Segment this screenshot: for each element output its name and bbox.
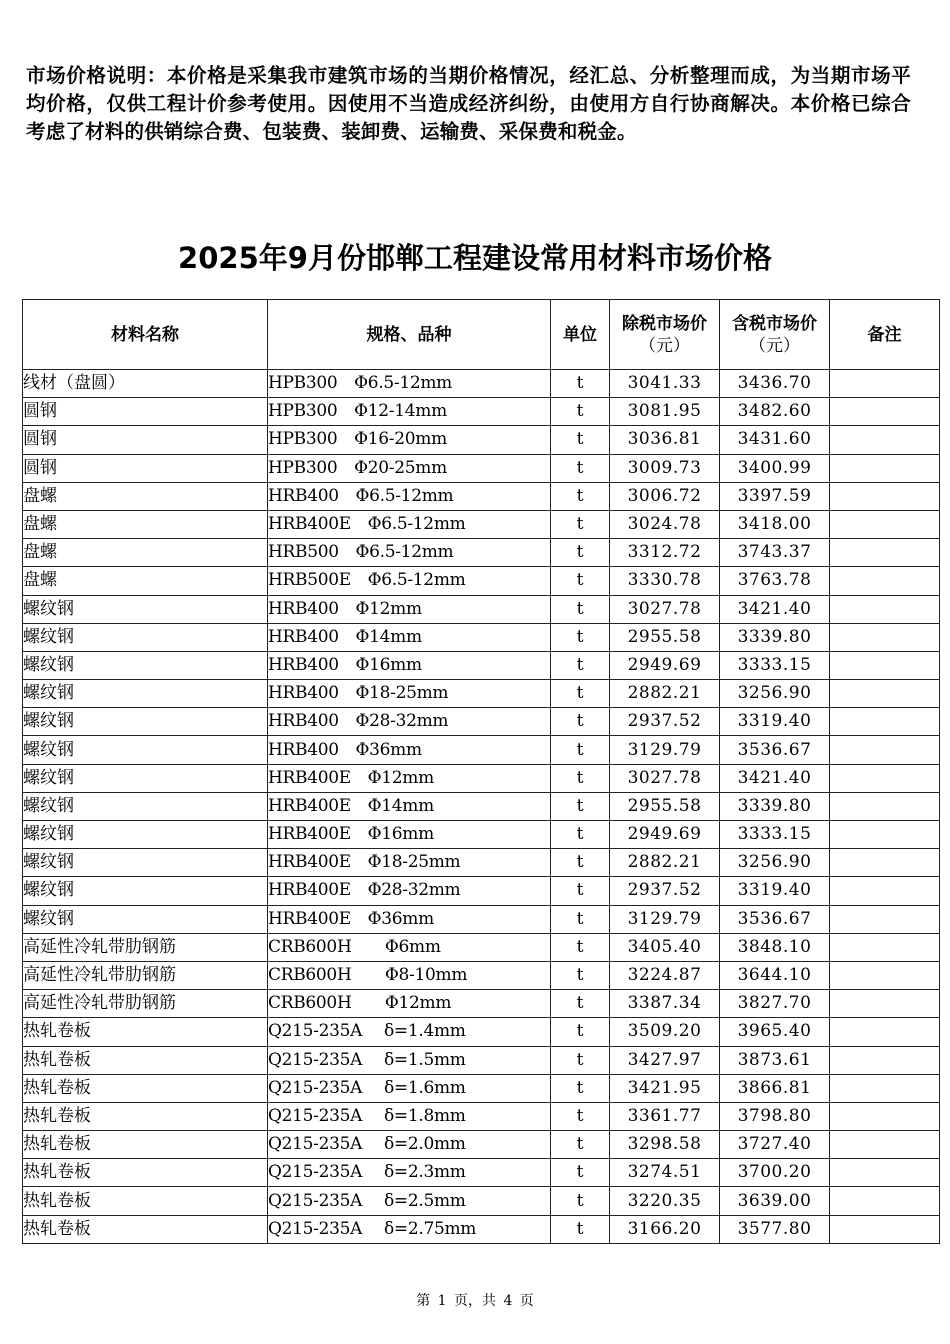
price-ex-tax-cell: 2882.21 xyxy=(610,680,720,708)
unit-cell: t xyxy=(551,792,610,820)
price-notice: 市场价格说明：本价格是采集我市建筑市场的当期价格情况，经汇总、分析整理而成，为当期市场平均价格，仅供工程计价参考使用。因使用不当造成经济纠纷，由使用方自行协商解决。本价格已综合考虑了材料的供销综合费、包装费、装卸费、运输费、采保费和税金。 xyxy=(26,64,911,143)
price-ex-tax-cell: 3312.72 xyxy=(610,539,720,567)
unit-cell: t xyxy=(551,1187,610,1215)
price-ex-tax-cell: 3220.35 xyxy=(610,1187,720,1215)
price-inc-tax-cell: 3421.40 xyxy=(720,764,830,792)
material-name-cell: 热轧卷板 xyxy=(23,1159,268,1187)
material-name-cell: 热轧卷板 xyxy=(23,1018,268,1046)
price-ex-tax-cell: 2949.69 xyxy=(610,651,720,679)
material-name-cell: 螺纹钢 xyxy=(23,708,268,736)
price-inc-tax-cell: 3397.59 xyxy=(720,482,830,510)
spec-cell: HRB400 Φ36mm xyxy=(268,736,551,764)
remark-cell xyxy=(830,482,940,510)
table-row xyxy=(23,933,940,961)
price-ex-tax-cell: 3421.95 xyxy=(610,1074,720,1102)
material-name-cell: 热轧卷板 xyxy=(23,1187,268,1215)
table-body xyxy=(23,370,940,1244)
remark-cell xyxy=(830,1187,940,1215)
material-name-cell: 圆钢 xyxy=(23,426,268,454)
table-row xyxy=(23,567,940,595)
price-ex-tax-cell: 3166.20 xyxy=(610,1215,720,1243)
table-row xyxy=(23,736,940,764)
price-ex-tax-cell: 3006.72 xyxy=(610,482,720,510)
spec-cell: HRB400E Φ14mm xyxy=(268,792,551,820)
price-ex-tax-cell: 3298.58 xyxy=(610,1131,720,1159)
remark-cell xyxy=(830,1046,940,1074)
spec-cell: HRB400E Φ6.5-12mm xyxy=(268,510,551,538)
unit-cell: t xyxy=(551,821,610,849)
remark-cell xyxy=(830,1215,940,1243)
spec-cell: Q215-235A δ=1.4mm xyxy=(268,1018,551,1046)
remark-cell xyxy=(830,708,940,736)
table-row xyxy=(23,990,940,1018)
spec-cell: CRB600H Φ6mm xyxy=(268,933,551,961)
table-row xyxy=(23,539,940,567)
price-inc-tax-cell: 3536.67 xyxy=(720,905,830,933)
price-inc-tax-cell: 3644.10 xyxy=(720,961,830,989)
unit-cell: t xyxy=(551,708,610,736)
price-ex-tax-cell: 2955.58 xyxy=(610,792,720,820)
material-name-cell: 螺纹钢 xyxy=(23,736,268,764)
price-inc-tax-cell: 3256.90 xyxy=(720,849,830,877)
price-table xyxy=(22,299,940,1244)
table-row xyxy=(23,398,940,426)
table-row xyxy=(23,1018,940,1046)
remark-cell xyxy=(830,398,940,426)
unit-cell: t xyxy=(551,454,610,482)
table-row xyxy=(23,792,940,820)
spec-cell: HRB400E Φ16mm xyxy=(268,821,551,849)
unit-cell: t xyxy=(551,370,610,398)
price-ex-tax-cell: 3027.78 xyxy=(610,764,720,792)
price-ex-tax-cell: 3009.73 xyxy=(610,454,720,482)
table-row xyxy=(23,510,940,538)
material-name-cell: 高延性冷轧带肋钢筋 xyxy=(23,990,268,1018)
price-inc-tax-cell: 3866.81 xyxy=(720,1074,830,1102)
material-name-cell: 热轧卷板 xyxy=(23,1074,268,1102)
remark-cell xyxy=(830,651,940,679)
material-name-cell: 热轧卷板 xyxy=(23,1046,268,1074)
header-remark: 备注 xyxy=(830,300,940,370)
table-row xyxy=(23,708,940,736)
price-ex-tax-cell: 3024.78 xyxy=(610,510,720,538)
header-price-ex-tax xyxy=(610,300,720,370)
price-ex-tax-cell: 3509.20 xyxy=(610,1018,720,1046)
price-inc-tax-cell: 3536.67 xyxy=(720,736,830,764)
material-name-cell: 高延性冷轧带肋钢筋 xyxy=(23,961,268,989)
spec-cell: HRB400E Φ18-25mm xyxy=(268,849,551,877)
header-price-inc-tax-label: 含税市场价 xyxy=(732,313,817,334)
spec-cell: HPB300 Φ12-14mm xyxy=(268,398,551,426)
price-ex-tax-cell: 3361.77 xyxy=(610,1102,720,1130)
price-inc-tax-cell: 3700.20 xyxy=(720,1159,830,1187)
price-inc-tax-cell: 3743.37 xyxy=(720,539,830,567)
material-name-cell: 螺纹钢 xyxy=(23,792,268,820)
table-row xyxy=(23,595,940,623)
material-name-cell: 螺纹钢 xyxy=(23,764,268,792)
table-row xyxy=(23,1159,940,1187)
remark-cell xyxy=(830,623,940,651)
spec-cell: HPB300 Φ20-25mm xyxy=(268,454,551,482)
header-unit: 单位 xyxy=(551,300,610,370)
price-inc-tax-cell: 3798.80 xyxy=(720,1102,830,1130)
page-title: 2025年9月份邯郸工程建设常用材料市场价格 xyxy=(178,241,772,275)
remark-cell xyxy=(830,1018,940,1046)
spec-cell: HRB400 Φ12mm xyxy=(268,595,551,623)
header-price-ex-tax-unit: （元） xyxy=(639,335,690,356)
unit-cell: t xyxy=(551,398,610,426)
price-inc-tax-cell: 3965.40 xyxy=(720,1018,830,1046)
remark-cell xyxy=(830,1131,940,1159)
unit-cell: t xyxy=(551,680,610,708)
unit-cell: t xyxy=(551,990,610,1018)
price-ex-tax-cell: 3330.78 xyxy=(610,567,720,595)
unit-cell: t xyxy=(551,1018,610,1046)
spec-cell: Q215-235A δ=2.5mm xyxy=(268,1187,551,1215)
spec-cell: HRB400E Φ36mm xyxy=(268,905,551,933)
page-number: 第 1 页，共 4 页 xyxy=(416,1293,534,1309)
price-ex-tax-cell: 3081.95 xyxy=(610,398,720,426)
price-ex-tax-cell: 3405.40 xyxy=(610,933,720,961)
price-inc-tax-cell: 3339.80 xyxy=(720,623,830,651)
table-row xyxy=(23,1215,940,1243)
material-name-cell: 圆钢 xyxy=(23,398,268,426)
remark-cell xyxy=(830,539,940,567)
unit-cell: t xyxy=(551,1046,610,1074)
table-row xyxy=(23,1131,940,1159)
table-row xyxy=(23,849,940,877)
price-ex-tax-cell: 3224.87 xyxy=(610,961,720,989)
remark-cell xyxy=(830,933,940,961)
table-row xyxy=(23,426,940,454)
unit-cell: t xyxy=(551,510,610,538)
price-ex-tax-cell: 3129.79 xyxy=(610,736,720,764)
material-name-cell: 盘螺 xyxy=(23,539,268,567)
remark-cell xyxy=(830,961,940,989)
remark-cell xyxy=(830,680,940,708)
spec-cell: Q215-235A δ=2.3mm xyxy=(268,1159,551,1187)
unit-cell: t xyxy=(551,764,610,792)
price-ex-tax-cell: 3427.97 xyxy=(610,1046,720,1074)
price-ex-tax-cell: 2949.69 xyxy=(610,821,720,849)
spec-cell: HRB400 Φ18-25mm xyxy=(268,680,551,708)
spec-cell: HRB400 Φ16mm xyxy=(268,651,551,679)
price-inc-tax-cell: 3848.10 xyxy=(720,933,830,961)
price-inc-tax-cell: 3339.80 xyxy=(720,792,830,820)
material-name-cell: 盘螺 xyxy=(23,510,268,538)
header-material-name: 材料名称 xyxy=(23,300,268,370)
material-name-cell: 螺纹钢 xyxy=(23,651,268,679)
material-name-cell: 盘螺 xyxy=(23,567,268,595)
remark-cell xyxy=(830,849,940,877)
price-inc-tax-cell: 3727.40 xyxy=(720,1131,830,1159)
table-row xyxy=(23,454,940,482)
table-row xyxy=(23,1074,940,1102)
material-name-cell: 螺纹钢 xyxy=(23,680,268,708)
unit-cell: t xyxy=(551,1131,610,1159)
price-inc-tax-cell: 3400.99 xyxy=(720,454,830,482)
remark-cell xyxy=(830,905,940,933)
spec-cell: CRB600H Φ8-10mm xyxy=(268,961,551,989)
remark-cell xyxy=(830,595,940,623)
unit-cell: t xyxy=(551,651,610,679)
unit-cell: t xyxy=(551,567,610,595)
spec-cell: HRB400 Φ28-32mm xyxy=(268,708,551,736)
remark-cell xyxy=(830,426,940,454)
remark-cell xyxy=(830,990,940,1018)
spec-cell: HPB300 Φ16-20mm xyxy=(268,426,551,454)
spec-cell: HRB500 Φ6.5-12mm xyxy=(268,539,551,567)
price-ex-tax-cell: 2937.52 xyxy=(610,708,720,736)
header-price-inc-tax xyxy=(720,300,830,370)
price-ex-tax-cell: 2882.21 xyxy=(610,849,720,877)
spec-cell: HRB400 Φ6.5-12mm xyxy=(268,482,551,510)
table-row xyxy=(23,764,940,792)
table-row xyxy=(23,680,940,708)
table-row xyxy=(23,877,940,905)
unit-cell: t xyxy=(551,426,610,454)
price-ex-tax-cell: 3274.51 xyxy=(610,1159,720,1187)
price-inc-tax-cell: 3827.70 xyxy=(720,990,830,1018)
spec-cell: HRB400 Φ14mm xyxy=(268,623,551,651)
unit-cell: t xyxy=(551,1074,610,1102)
unit-cell: t xyxy=(551,1215,610,1243)
spec-cell: HRB400E Φ12mm xyxy=(268,764,551,792)
unit-cell: t xyxy=(551,595,610,623)
price-inc-tax-cell: 3577.80 xyxy=(720,1215,830,1243)
remark-cell xyxy=(830,792,940,820)
price-ex-tax-cell: 3027.78 xyxy=(610,595,720,623)
remark-cell xyxy=(830,1074,940,1102)
table-row xyxy=(23,1046,940,1074)
price-ex-tax-cell: 3041.33 xyxy=(610,370,720,398)
remark-cell xyxy=(830,877,940,905)
price-inc-tax-cell: 3873.61 xyxy=(720,1046,830,1074)
unit-cell: t xyxy=(551,539,610,567)
table-row xyxy=(23,623,940,651)
material-name-cell: 圆钢 xyxy=(23,454,268,482)
unit-cell: t xyxy=(551,1159,610,1187)
material-name-cell: 热轧卷板 xyxy=(23,1102,268,1130)
unit-cell: t xyxy=(551,933,610,961)
material-name-cell: 螺纹钢 xyxy=(23,821,268,849)
header-price-ex-tax-label: 除税市场价 xyxy=(622,313,707,334)
remark-cell xyxy=(830,821,940,849)
unit-cell: t xyxy=(551,849,610,877)
table-row xyxy=(23,905,940,933)
price-inc-tax-cell: 3333.15 xyxy=(720,821,830,849)
material-name-cell: 螺纹钢 xyxy=(23,905,268,933)
price-ex-tax-cell: 3036.81 xyxy=(610,426,720,454)
table-header-row xyxy=(23,300,940,370)
remark-cell xyxy=(830,736,940,764)
material-name-cell: 热轧卷板 xyxy=(23,1131,268,1159)
price-ex-tax-cell: 3387.34 xyxy=(610,990,720,1018)
header-price-inc-tax-unit: （元） xyxy=(749,335,800,356)
spec-cell: HRB500E Φ6.5-12mm xyxy=(268,567,551,595)
header-spec: 规格、品种 xyxy=(268,300,551,370)
unit-cell: t xyxy=(551,905,610,933)
material-name-cell: 盘螺 xyxy=(23,482,268,510)
price-inc-tax-cell: 3482.60 xyxy=(720,398,830,426)
material-name-cell: 线材（盘圆） xyxy=(23,370,268,398)
table-row xyxy=(23,961,940,989)
remark-cell xyxy=(830,764,940,792)
material-name-cell: 螺纹钢 xyxy=(23,595,268,623)
unit-cell: t xyxy=(551,961,610,989)
price-inc-tax-cell: 3319.40 xyxy=(720,877,830,905)
price-inc-tax-cell: 3421.40 xyxy=(720,595,830,623)
spec-cell: HRB400E Φ28-32mm xyxy=(268,877,551,905)
price-inc-tax-cell: 3256.90 xyxy=(720,680,830,708)
spec-cell: Q215-235A δ=1.8mm xyxy=(268,1102,551,1130)
table-row xyxy=(23,651,940,679)
price-ex-tax-cell: 3129.79 xyxy=(610,905,720,933)
remark-cell xyxy=(830,510,940,538)
price-inc-tax-cell: 3639.00 xyxy=(720,1187,830,1215)
material-name-cell: 螺纹钢 xyxy=(23,877,268,905)
spec-cell: Q215-235A δ=1.5mm xyxy=(268,1046,551,1074)
remark-cell xyxy=(830,1159,940,1187)
unit-cell: t xyxy=(551,1102,610,1130)
spec-cell: Q215-235A δ=1.6mm xyxy=(268,1074,551,1102)
price-inc-tax-cell: 3333.15 xyxy=(720,651,830,679)
unit-cell: t xyxy=(551,877,610,905)
price-inc-tax-cell: 3431.60 xyxy=(720,426,830,454)
table-row xyxy=(23,1102,940,1130)
material-name-cell: 螺纹钢 xyxy=(23,623,268,651)
price-inc-tax-cell: 3436.70 xyxy=(720,370,830,398)
spec-cell: Q215-235A δ=2.75mm xyxy=(268,1215,551,1243)
spec-cell: Q215-235A δ=2.0mm xyxy=(268,1131,551,1159)
material-name-cell: 热轧卷板 xyxy=(23,1215,268,1243)
price-ex-tax-cell: 2955.58 xyxy=(610,623,720,651)
unit-cell: t xyxy=(551,736,610,764)
table-row xyxy=(23,482,940,510)
price-inc-tax-cell: 3319.40 xyxy=(720,708,830,736)
remark-cell xyxy=(830,567,940,595)
material-name-cell: 螺纹钢 xyxy=(23,849,268,877)
price-inc-tax-cell: 3763.78 xyxy=(720,567,830,595)
price-ex-tax-cell: 2937.52 xyxy=(610,877,720,905)
unit-cell: t xyxy=(551,482,610,510)
spec-cell: HPB300 Φ6.5-12mm xyxy=(268,370,551,398)
table-row xyxy=(23,370,940,398)
remark-cell xyxy=(830,454,940,482)
remark-cell xyxy=(830,370,940,398)
material-name-cell: 高延性冷轧带肋钢筋 xyxy=(23,933,268,961)
unit-cell: t xyxy=(551,623,610,651)
table-row xyxy=(23,821,940,849)
table-row xyxy=(23,1187,940,1215)
spec-cell: CRB600H Φ12mm xyxy=(268,990,551,1018)
remark-cell xyxy=(830,1102,940,1130)
price-inc-tax-cell: 3418.00 xyxy=(720,510,830,538)
